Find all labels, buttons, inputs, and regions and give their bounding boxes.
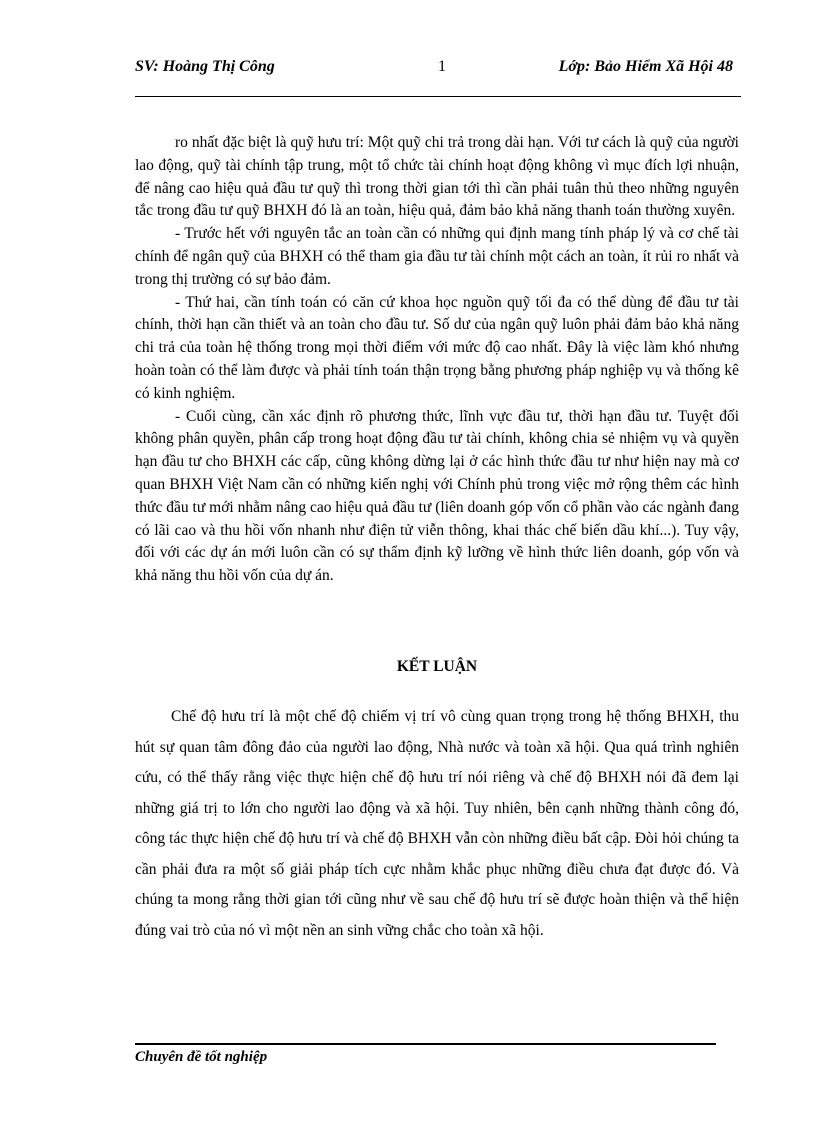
header-divider (135, 96, 741, 97)
body-text (135, 132, 739, 588)
body-paragraph-3: - Thứ hai, cần tính toán có căn cứ khoa học nguồn quỹ tối đa có thể dùng để đầu tư tài chính, thời hạn cần thiết và an toàn cho đầu tư. Số dư của ngân quỹ luôn phải đảm bảo khả năng chi trả của toàn hệ thống trong mọi thời điểm với mức độ cao nhất. Đây là việc làm khó nhưng hoàn toàn có thể làm được và phải tính toán thận trọng bằng phương pháp nghiệp vụ và thống kê có kinh nghiệm. (135, 293, 739, 402)
conclusion-heading: KẾT LUẬN (396, 658, 478, 675)
header-student-name: SV: Hoàng Thị Công (135, 58, 275, 75)
page-footer: Chuyên đề tốt nghiệp (135, 1049, 268, 1065)
body-paragraph-1: ro nhất đặc biệt là quỹ hưu trí: Một quỹ chi trả trong dài hạn. Với tư cách là quỹ của người lao động, quỹ tài chính tập trung, một tổ chức tài chính hoạt động không vì mục đích lợi nhuận, để nâng cao hiệu quả đầu tư quỹ thì trong thời gian tới thì cần phải tuân thủ theo những nguyên tắc trong đầu tư quỹ BHXH đó là an toàn, hiệu quả, đảm bảo khả năng thanh toán thường xuyên. (135, 134, 739, 220)
footer-divider (135, 1043, 716, 1045)
body-paragraph-2: - Trước hết với nguyên tắc an toàn cần có những qui định mang tính pháp lý và cơ chế tài chính để ngân quỹ của BHXH có thể tham gia đầu tư tài chính một cách an toàn, ít rủi ro nhất và trong thị trường có sự bảo đảm. (135, 225, 739, 288)
header-class-name: Lớp: Bảo Hiểm Xã Hội 48 (558, 58, 733, 75)
body-paragraph-4: - Cuối cùng, cần xác định rõ phương thức, lĩnh vực đầu tư, thời hạn đầu tư. Tuyệt đối không phân quyền, phân cấp trong hoạt động đầu tư tài chính, không chia sẻ nhiệm vụ và quyền hạn đầu tư cho BHXH các cấp, cũng không dừng lại ở các hình thức đầu tư như hiện nay mà cơ quan BHXH Việt Nam cần có những kiến nghị với Chính phủ trong việc mở rộng thêm các hình thức đầu tư mới nhằm nâng cao hiệu quả đầu tư (liên doanh góp vốn cổ phần vào các ngành đang có lãi cao và thu hồi vốn nhanh như điện tử viễn thông, khai thác chế biến dầu khí...). Tuy vậy, đối với các dự án mới luôn cần có sự thẩm định kỹ lưỡng về hình thức liên doanh, góp vốn và khả năng thu hồi vốn của dự án. (135, 407, 739, 585)
header-page-number: 1 (438, 58, 446, 75)
page-header (135, 58, 741, 82)
conclusion-paragraph: Chế độ hưu trí là một chế độ chiếm vị trí vô cùng quan trọng trong hệ thống BHXH, thu hút sự quan tâm đông đảo của người lao động, Nhà nước và toàn xã hội. Qua quá trình nghiên cứu, có thể thấy rằng việc thực hiện chế độ hưu trí nói riêng và chế độ BHXH nói đã đem lại những giá trị to lớn cho người lao động và xã hội. Tuy nhiên, bên cạnh những thành công đó, công tác thực hiện chế độ hưu trí và chế độ BHXH vẫn còn những điều bất cập. Đòi hỏi chúng ta cần phải đưa ra một số giải pháp tích cực nhằm khắc phục những điều chưa đạt được đó. Và chúng ta mong rằng thời gian tới cũng như về sau chế độ hưu trí sẽ được hoàn thiện và thể hiện đúng vai trò của nó vì một nền an sinh vững chắc cho toàn xã hội. (135, 708, 739, 939)
